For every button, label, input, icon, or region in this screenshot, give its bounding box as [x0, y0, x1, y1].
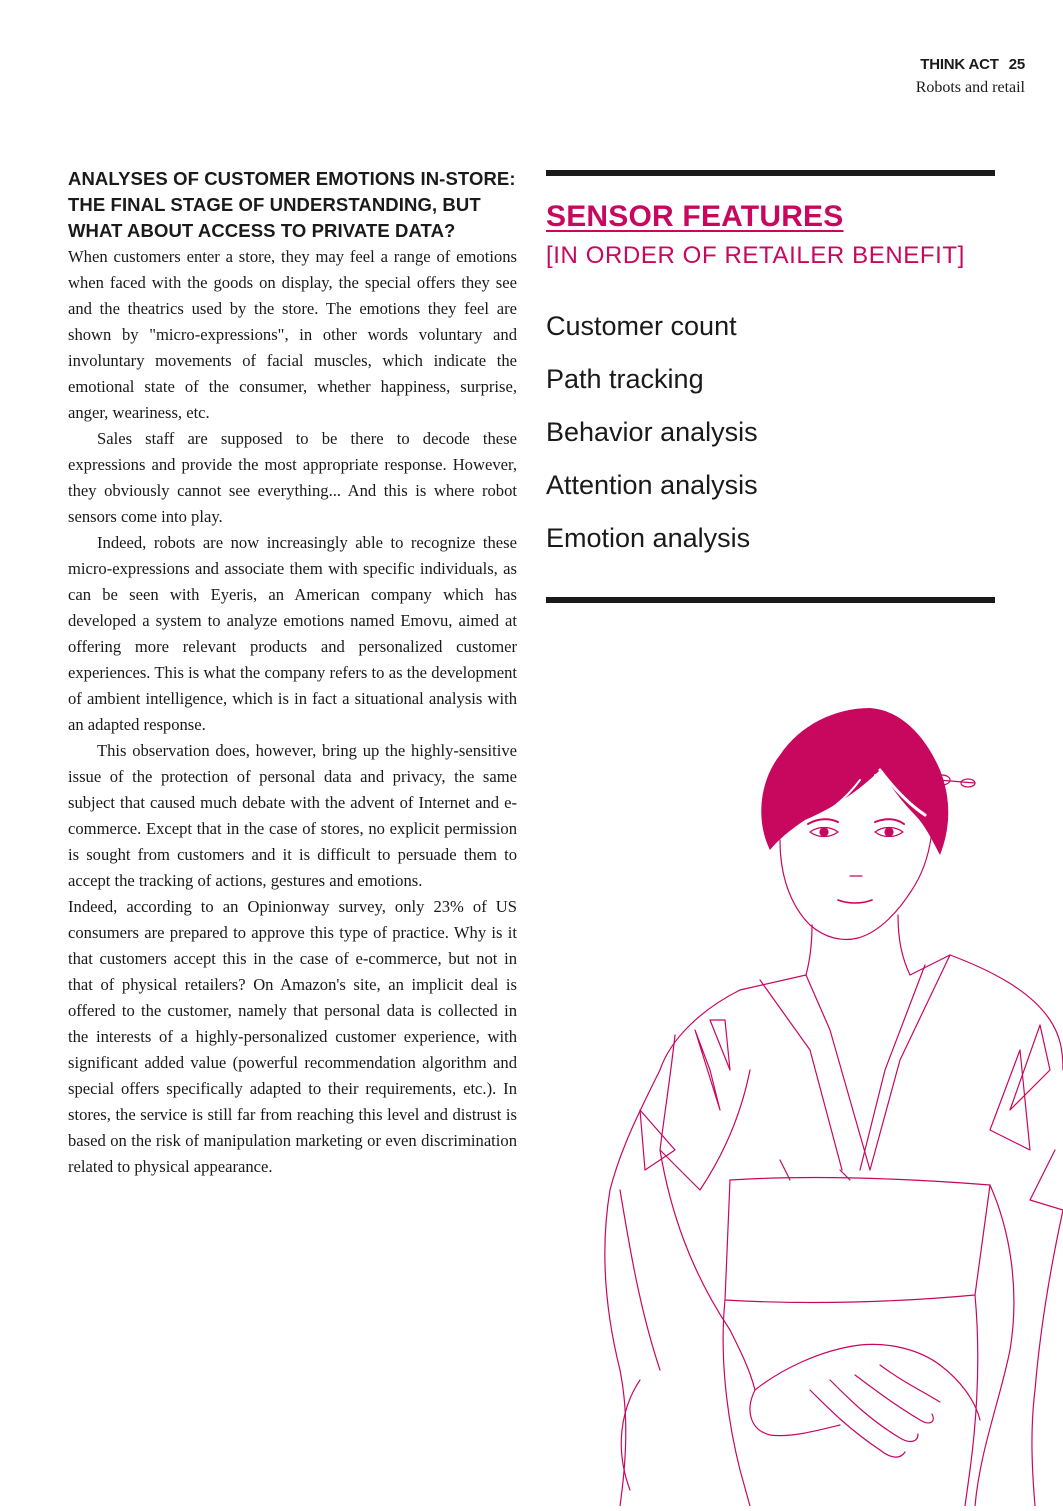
article-paragraph: When customers enter a store, they may feel a range of emotions when faced with the goods on display, the special offers they see and the theatrics used by the store. The emotions they feel are shown by "micro-expressions", in other words voluntary and involuntary movements of facial muscles, which indicate the emotional state of the consumer, whether happiness, surprise, anger, weariness, etc.	[68, 247, 517, 422]
sensor-features-title: SENSOR FEATURES	[546, 200, 844, 233]
section-title: Robots and retail	[915, 79, 1025, 96]
top-rule	[546, 170, 995, 176]
article-paragraph: Sales staff are supposed to be there to decode these expressions and provide the most appropriate response. However, they obviously cannot see everything... And this is where robot sensors come into play.	[68, 429, 517, 526]
bottom-rule	[546, 597, 995, 603]
article-heading: ANALYSES OF CUSTOMER EMOTIONS IN-STORE: THE FINAL STAGE OF UNDERSTANDING, BUT WHAT ABOUT ACCESS TO PRIVATE DATA?	[68, 168, 516, 241]
feature-item: Behavior analysis	[546, 417, 758, 447]
sensor-features-subtitle: [IN ORDER OF RETAILER BENEFIT]	[546, 242, 965, 269]
feature-item: Customer count	[546, 311, 737, 341]
feature-item: Attention analysis	[546, 470, 758, 500]
article-body	[68, 244, 517, 1180]
feature-list	[546, 300, 995, 565]
article-column	[68, 166, 517, 1180]
feature-item: Path tracking	[546, 364, 704, 394]
kimono-woman-illustration	[580, 690, 1063, 1506]
article-paragraph: This observation does, however, bring up the highly-sensitive issue of the protection of personal data and privacy, the same subject that caused much debate with the advent of Internet and e-commerce. Except that in the case of stores, no explicit permission is sought from customers and it is difficult to persuade them to accept the tracking of actions, gestures and emotions.	[68, 741, 517, 890]
feature-item: Emotion analysis	[546, 523, 751, 553]
article-paragraph: Indeed, robots are now increasingly able to recognize these micro-expressions and associate them with specific individuals, as can be seen with Eyeris, an American company which has developed a system to analyze emotions named Emovu, aimed at offering more relevant products and personalized customer experiences. This is what the company refers to as the development of ambient intelligence, which is in fact a situational analysis with an adapted response.	[68, 533, 517, 734]
brand-name: THINK ACT	[920, 56, 999, 73]
page-header	[916, 56, 1025, 97]
article-paragraph: Indeed, according to an Opinionway survey, only 23% of US consumers are prepared to approve this type of practice. Why is it that customers accept this in the case of e-commerce, but not in that of physical retailers? On Amazon's site, an implicit deal is offered to the customer, namely that personal data is collected in the interests of a highly-personalized customer experience, with significant added value (powerful recommendation algorithm and special offers specifically adapted to their requirements, etc.). In stores, the service is still far from reaching this level and distrust is based on the risk of manipulation marketing or even discrimination related to physical appearance.	[68, 897, 517, 1176]
sensor-features-box	[546, 170, 995, 565]
brand-line	[916, 56, 1025, 73]
page-number: 25	[1008, 56, 1025, 73]
